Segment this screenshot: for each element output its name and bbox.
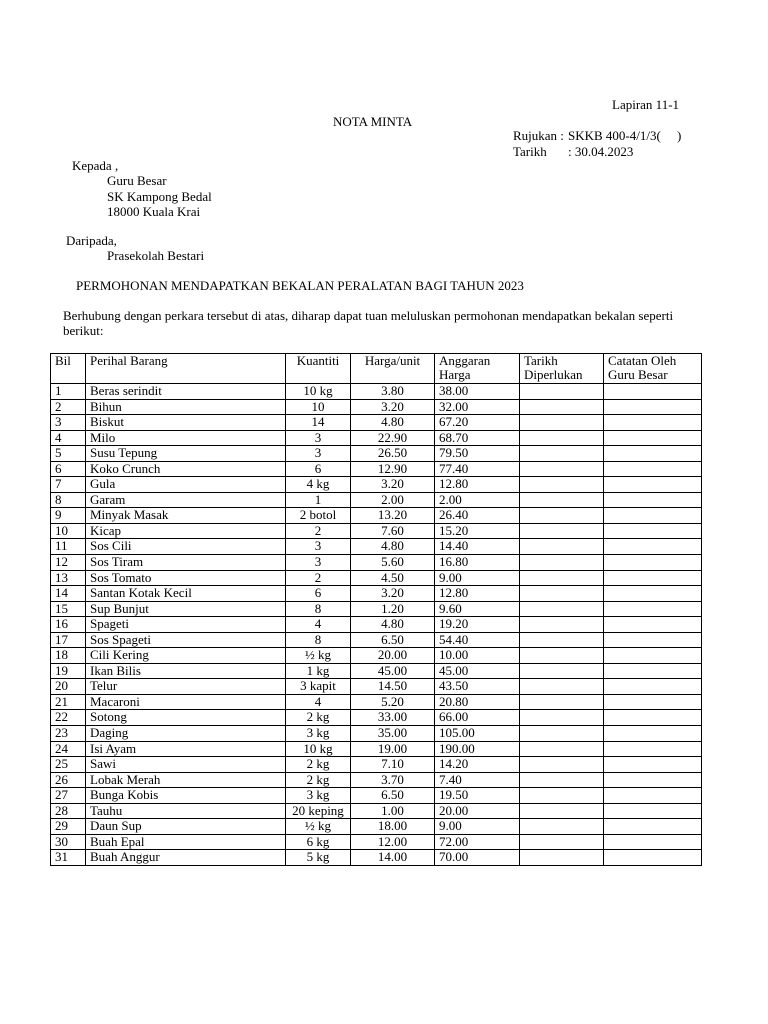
cell-catatan xyxy=(604,710,702,726)
cell-harga: 4.80 xyxy=(351,539,435,555)
cell-anggaran: 66.00 xyxy=(435,710,520,726)
table-row xyxy=(51,601,702,617)
cell-catatan xyxy=(604,679,702,695)
cell-bil: 19 xyxy=(51,663,86,679)
cell-harga: 4.80 xyxy=(351,617,435,633)
cell-catatan xyxy=(604,648,702,664)
table-row xyxy=(51,757,702,773)
cell-kuantiti: 4 xyxy=(286,694,351,710)
cell-bil: 6 xyxy=(51,461,86,477)
cell-catatan xyxy=(604,741,702,757)
cell-catatan xyxy=(604,772,702,788)
cell-kuantiti: ½ kg xyxy=(286,819,351,835)
cell-perihal: Ikan Bilis xyxy=(86,663,286,679)
cell-anggaran: 26.40 xyxy=(435,508,520,524)
table-row xyxy=(51,663,702,679)
cell-bil: 7 xyxy=(51,477,86,493)
cell-kuantiti: 3 xyxy=(286,555,351,571)
cell-perihal: Spageti xyxy=(86,617,286,633)
cell-anggaran: 10.00 xyxy=(435,648,520,664)
cell-bil: 13 xyxy=(51,570,86,586)
cell-kuantiti: 10 xyxy=(286,399,351,415)
reference-value: SKKB 400-4/1/3( ) xyxy=(568,128,682,143)
cell-anggaran: 16.80 xyxy=(435,555,520,571)
cell-catatan xyxy=(604,617,702,633)
cell-perihal: Minyak Masak xyxy=(86,508,286,524)
cell-bil: 24 xyxy=(51,741,86,757)
table-row xyxy=(51,446,702,462)
cell-bil: 28 xyxy=(51,803,86,819)
cell-harga: 20.00 xyxy=(351,648,435,664)
cell-catatan xyxy=(604,694,702,710)
date-value: : 30.04.2023 xyxy=(568,144,634,159)
cell-tarikh xyxy=(520,446,604,462)
cell-tarikh xyxy=(520,648,604,664)
cell-kuantiti: 8 xyxy=(286,601,351,617)
cell-kuantiti: 4 kg xyxy=(286,477,351,493)
cell-harga: 5.20 xyxy=(351,694,435,710)
document-title: NOTA MINTA xyxy=(333,114,413,129)
cell-perihal: Isi Ayam xyxy=(86,741,286,757)
cell-catatan xyxy=(604,399,702,415)
cell-catatan xyxy=(604,446,702,462)
cell-catatan xyxy=(604,430,702,446)
cell-catatan xyxy=(604,601,702,617)
cell-tarikh xyxy=(520,726,604,742)
reference-label: Rujukan : xyxy=(513,128,564,143)
cell-catatan xyxy=(604,632,702,648)
cell-tarikh xyxy=(520,601,604,617)
cell-tarikh xyxy=(520,461,604,477)
cell-bil: 15 xyxy=(51,601,86,617)
cell-perihal: Kicap xyxy=(86,523,286,539)
appendix-label: Lapiran 11-1 xyxy=(612,97,680,112)
cell-harga: 7.60 xyxy=(351,523,435,539)
cell-tarikh xyxy=(520,477,604,493)
cell-kuantiti: 6 xyxy=(286,461,351,477)
cell-perihal: Sotong xyxy=(86,710,286,726)
cell-perihal: Bunga Kobis xyxy=(86,788,286,804)
cell-tarikh xyxy=(520,570,604,586)
cell-anggaran: 43.50 xyxy=(435,679,520,695)
cell-bil: 23 xyxy=(51,726,86,742)
table-row xyxy=(51,399,702,415)
cell-catatan xyxy=(604,663,702,679)
cell-bil: 26 xyxy=(51,772,86,788)
cell-tarikh xyxy=(520,710,604,726)
cell-tarikh xyxy=(520,741,604,757)
cell-bil: 29 xyxy=(51,819,86,835)
cell-tarikh xyxy=(520,384,604,400)
cell-anggaran: 20.00 xyxy=(435,803,520,819)
cell-catatan xyxy=(604,523,702,539)
cell-anggaran: 9.00 xyxy=(435,570,520,586)
table-row xyxy=(51,384,702,400)
cell-tarikh xyxy=(520,772,604,788)
cell-harga: 1.20 xyxy=(351,601,435,617)
cell-perihal: Biskut xyxy=(86,415,286,431)
cell-harga: 3.20 xyxy=(351,399,435,415)
table-row xyxy=(51,850,702,866)
cell-perihal: Sawi xyxy=(86,757,286,773)
header-kuantiti: Kuantiti xyxy=(286,354,351,384)
cell-kuantiti: 14 xyxy=(286,415,351,431)
cell-perihal: Daun Sup xyxy=(86,819,286,835)
cell-harga: 12.00 xyxy=(351,834,435,850)
cell-tarikh xyxy=(520,757,604,773)
cell-kuantiti: 3 kapit xyxy=(286,679,351,695)
cell-tarikh xyxy=(520,663,604,679)
cell-kuantiti: 6 xyxy=(286,586,351,602)
cell-bil: 2 xyxy=(51,399,86,415)
cell-catatan xyxy=(604,757,702,773)
cell-catatan xyxy=(604,803,702,819)
cell-tarikh xyxy=(520,617,604,633)
cell-tarikh xyxy=(520,586,604,602)
cell-harga: 14.50 xyxy=(351,679,435,695)
cell-bil: 4 xyxy=(51,430,86,446)
cell-tarikh xyxy=(520,555,604,571)
table-row xyxy=(51,741,702,757)
cell-perihal: Garam xyxy=(86,492,286,508)
table-row xyxy=(51,726,702,742)
cell-anggaran: 19.20 xyxy=(435,617,520,633)
cell-tarikh xyxy=(520,492,604,508)
cell-catatan xyxy=(604,834,702,850)
cell-bil: 1 xyxy=(51,384,86,400)
cell-catatan xyxy=(604,726,702,742)
cell-anggaran: 14.20 xyxy=(435,757,520,773)
cell-catatan xyxy=(604,508,702,524)
cell-anggaran: 67.20 xyxy=(435,415,520,431)
cell-bil: 9 xyxy=(51,508,86,524)
cell-perihal: Sos Tomato xyxy=(86,570,286,586)
table-row xyxy=(51,679,702,695)
cell-catatan xyxy=(604,539,702,555)
cell-bil: 8 xyxy=(51,492,86,508)
cell-tarikh xyxy=(520,679,604,695)
cell-perihal: Santan Kotak Kecil xyxy=(86,586,286,602)
cell-catatan xyxy=(604,384,702,400)
cell-anggaran: 32.00 xyxy=(435,399,520,415)
cell-tarikh xyxy=(520,430,604,446)
cell-perihal: Sos Spageti xyxy=(86,632,286,648)
table-header-row xyxy=(51,354,702,384)
table-row xyxy=(51,461,702,477)
cell-harga: 35.00 xyxy=(351,726,435,742)
cell-bil: 31 xyxy=(51,850,86,866)
date-label: Tarikh xyxy=(513,144,547,159)
cell-tarikh xyxy=(520,819,604,835)
cell-kuantiti: 1 kg xyxy=(286,663,351,679)
recipient-label: Kepada , xyxy=(72,158,119,173)
cell-harga: 3.80 xyxy=(351,384,435,400)
cell-harga: 45.00 xyxy=(351,663,435,679)
cell-kuantiti: 3 kg xyxy=(286,726,351,742)
cell-kuantiti: 1 xyxy=(286,492,351,508)
cell-bil: 11 xyxy=(51,539,86,555)
cell-kuantiti: 3 xyxy=(286,446,351,462)
cell-harga: 2.00 xyxy=(351,492,435,508)
cell-kuantiti: 8 xyxy=(286,632,351,648)
cell-perihal: Macaroni xyxy=(86,694,286,710)
cell-catatan xyxy=(604,850,702,866)
cell-bil: 20 xyxy=(51,679,86,695)
cell-harga: 19.00 xyxy=(351,741,435,757)
cell-bil: 22 xyxy=(51,710,86,726)
cell-perihal: Koko Crunch xyxy=(86,461,286,477)
cell-catatan xyxy=(604,415,702,431)
cell-perihal: Tauhu xyxy=(86,803,286,819)
cell-tarikh xyxy=(520,834,604,850)
cell-harga: 6.50 xyxy=(351,632,435,648)
intro-paragraph: Berhubung dengan perkara tersebut di atas, diharap dapat tuan meluluskan permohonan mendapatkan bekalan seperti berikut: xyxy=(63,308,674,338)
cell-perihal: Susu Tepung xyxy=(86,446,286,462)
cell-bil: 14 xyxy=(51,586,86,602)
cell-catatan xyxy=(604,570,702,586)
recipient-line: SK Kampong Bedal xyxy=(107,189,212,204)
cell-anggaran: 105.00 xyxy=(435,726,520,742)
cell-perihal: Sup Bunjut xyxy=(86,601,286,617)
cell-perihal: Daging xyxy=(86,726,286,742)
table-row xyxy=(51,632,702,648)
cell-anggaran: 19.50 xyxy=(435,788,520,804)
cell-anggaran: 12.80 xyxy=(435,586,520,602)
cell-anggaran: 72.00 xyxy=(435,834,520,850)
cell-harga: 3.20 xyxy=(351,477,435,493)
table-row xyxy=(51,710,702,726)
cell-kuantiti: 5 kg xyxy=(286,850,351,866)
sender-line: Prasekolah Bestari xyxy=(107,248,205,263)
cell-tarikh xyxy=(520,508,604,524)
cell-catatan xyxy=(604,461,702,477)
cell-harga: 33.00 xyxy=(351,710,435,726)
cell-kuantiti: 2 kg xyxy=(286,710,351,726)
cell-harga: 14.00 xyxy=(351,850,435,866)
recipient-line: 18000 Kuala Krai xyxy=(107,204,201,219)
header-anggaran: Anggaran Harga xyxy=(435,354,520,384)
cell-tarikh xyxy=(520,850,604,866)
cell-harga: 3.70 xyxy=(351,772,435,788)
sender-label: Daripada, xyxy=(66,233,117,248)
cell-tarikh xyxy=(520,415,604,431)
table-row xyxy=(51,617,702,633)
cell-anggaran: 20.80 xyxy=(435,694,520,710)
cell-catatan xyxy=(604,819,702,835)
cell-kuantiti: 6 kg xyxy=(286,834,351,850)
cell-perihal: Beras serindit xyxy=(86,384,286,400)
cell-anggaran: 9.60 xyxy=(435,601,520,617)
cell-perihal: Milo xyxy=(86,430,286,446)
cell-catatan xyxy=(604,586,702,602)
cell-kuantiti: 2 xyxy=(286,570,351,586)
cell-harga: 13.20 xyxy=(351,508,435,524)
cell-kuantiti: 10 kg xyxy=(286,384,351,400)
cell-kuantiti: 20 keping xyxy=(286,803,351,819)
table-row xyxy=(51,803,702,819)
table-row xyxy=(51,648,702,664)
cell-perihal: Buah Anggur xyxy=(86,850,286,866)
cell-anggaran: 54.40 xyxy=(435,632,520,648)
cell-bil: 5 xyxy=(51,446,86,462)
cell-bil: 25 xyxy=(51,757,86,773)
cell-perihal: Bihun xyxy=(86,399,286,415)
table-row xyxy=(51,555,702,571)
cell-tarikh xyxy=(520,539,604,555)
cell-harga: 26.50 xyxy=(351,446,435,462)
cell-anggaran: 77.40 xyxy=(435,461,520,477)
cell-perihal: Lobak Merah xyxy=(86,772,286,788)
cell-kuantiti: 4 xyxy=(286,617,351,633)
cell-kuantiti: 2 xyxy=(286,523,351,539)
cell-harga: 4.80 xyxy=(351,415,435,431)
header-bil: Bil xyxy=(51,354,86,384)
cell-kuantiti: ½ kg xyxy=(286,648,351,664)
table-row xyxy=(51,477,702,493)
header-catatan: Catatan Oleh Guru Besar xyxy=(604,354,702,384)
table-body xyxy=(51,384,702,866)
cell-bil: 3 xyxy=(51,415,86,431)
cell-perihal: Cili Kering xyxy=(86,648,286,664)
table-row xyxy=(51,523,702,539)
cell-bil: 27 xyxy=(51,788,86,804)
cell-kuantiti: 2 kg xyxy=(286,757,351,773)
cell-anggaran: 2.00 xyxy=(435,492,520,508)
cell-anggaran: 68.70 xyxy=(435,430,520,446)
cell-kuantiti: 3 xyxy=(286,430,351,446)
header-harga: Harga/unit xyxy=(351,354,435,384)
cell-kuantiti: 3 kg xyxy=(286,788,351,804)
table-row xyxy=(51,508,702,524)
cell-bil: 21 xyxy=(51,694,86,710)
cell-harga: 22.90 xyxy=(351,430,435,446)
cell-perihal: Gula xyxy=(86,477,286,493)
cell-bil: 18 xyxy=(51,648,86,664)
cell-harga: 6.50 xyxy=(351,788,435,804)
cell-anggaran: 15.20 xyxy=(435,523,520,539)
table-row xyxy=(51,430,702,446)
cell-harga: 12.90 xyxy=(351,461,435,477)
cell-catatan xyxy=(604,555,702,571)
table-row xyxy=(51,834,702,850)
cell-harga: 1.00 xyxy=(351,803,435,819)
header-perihal: Perihal Barang xyxy=(86,354,286,384)
cell-anggaran: 12.80 xyxy=(435,477,520,493)
cell-tarikh xyxy=(520,632,604,648)
cell-kuantiti: 2 botol xyxy=(286,508,351,524)
cell-perihal: Telur xyxy=(86,679,286,695)
cell-bil: 10 xyxy=(51,523,86,539)
cell-tarikh xyxy=(520,399,604,415)
cell-harga: 5.60 xyxy=(351,555,435,571)
cell-bil: 30 xyxy=(51,834,86,850)
cell-anggaran: 14.40 xyxy=(435,539,520,555)
cell-catatan xyxy=(604,788,702,804)
cell-catatan xyxy=(604,492,702,508)
header-tarikh: Tarikh Diperlukan xyxy=(520,354,604,384)
table-row xyxy=(51,819,702,835)
cell-tarikh xyxy=(520,803,604,819)
cell-anggaran: 70.00 xyxy=(435,850,520,866)
cell-harga: 18.00 xyxy=(351,819,435,835)
cell-anggaran: 45.00 xyxy=(435,663,520,679)
table-row xyxy=(51,570,702,586)
table-row xyxy=(51,415,702,431)
table-row xyxy=(51,788,702,804)
table-row xyxy=(51,539,702,555)
cell-kuantiti: 3 xyxy=(286,539,351,555)
cell-anggaran: 7.40 xyxy=(435,772,520,788)
cell-harga: 4.50 xyxy=(351,570,435,586)
cell-catatan xyxy=(604,477,702,493)
table-row xyxy=(51,492,702,508)
cell-bil: 12 xyxy=(51,555,86,571)
cell-bil: 16 xyxy=(51,617,86,633)
cell-anggaran: 9.00 xyxy=(435,819,520,835)
request-items-table xyxy=(50,353,702,866)
cell-tarikh xyxy=(520,788,604,804)
cell-bil: 17 xyxy=(51,632,86,648)
cell-kuantiti: 2 kg xyxy=(286,772,351,788)
cell-harga: 7.10 xyxy=(351,757,435,773)
cell-anggaran: 79.50 xyxy=(435,446,520,462)
cell-anggaran: 190.00 xyxy=(435,741,520,757)
subject-heading: PERMOHONAN MENDAPATKAN BEKALAN PERALATAN BAGI TAHUN 2023 xyxy=(76,278,524,293)
cell-perihal: Buah Epal xyxy=(86,834,286,850)
table-row xyxy=(51,772,702,788)
cell-anggaran: 38.00 xyxy=(435,384,520,400)
cell-perihal: Sos Tiram xyxy=(86,555,286,571)
cell-tarikh xyxy=(520,694,604,710)
cell-harga: 3.20 xyxy=(351,586,435,602)
table-row xyxy=(51,694,702,710)
cell-kuantiti: 10 kg xyxy=(286,741,351,757)
recipient-line: Guru Besar xyxy=(107,173,167,188)
cell-tarikh xyxy=(520,523,604,539)
table-row xyxy=(51,586,702,602)
cell-perihal: Sos Cili xyxy=(86,539,286,555)
